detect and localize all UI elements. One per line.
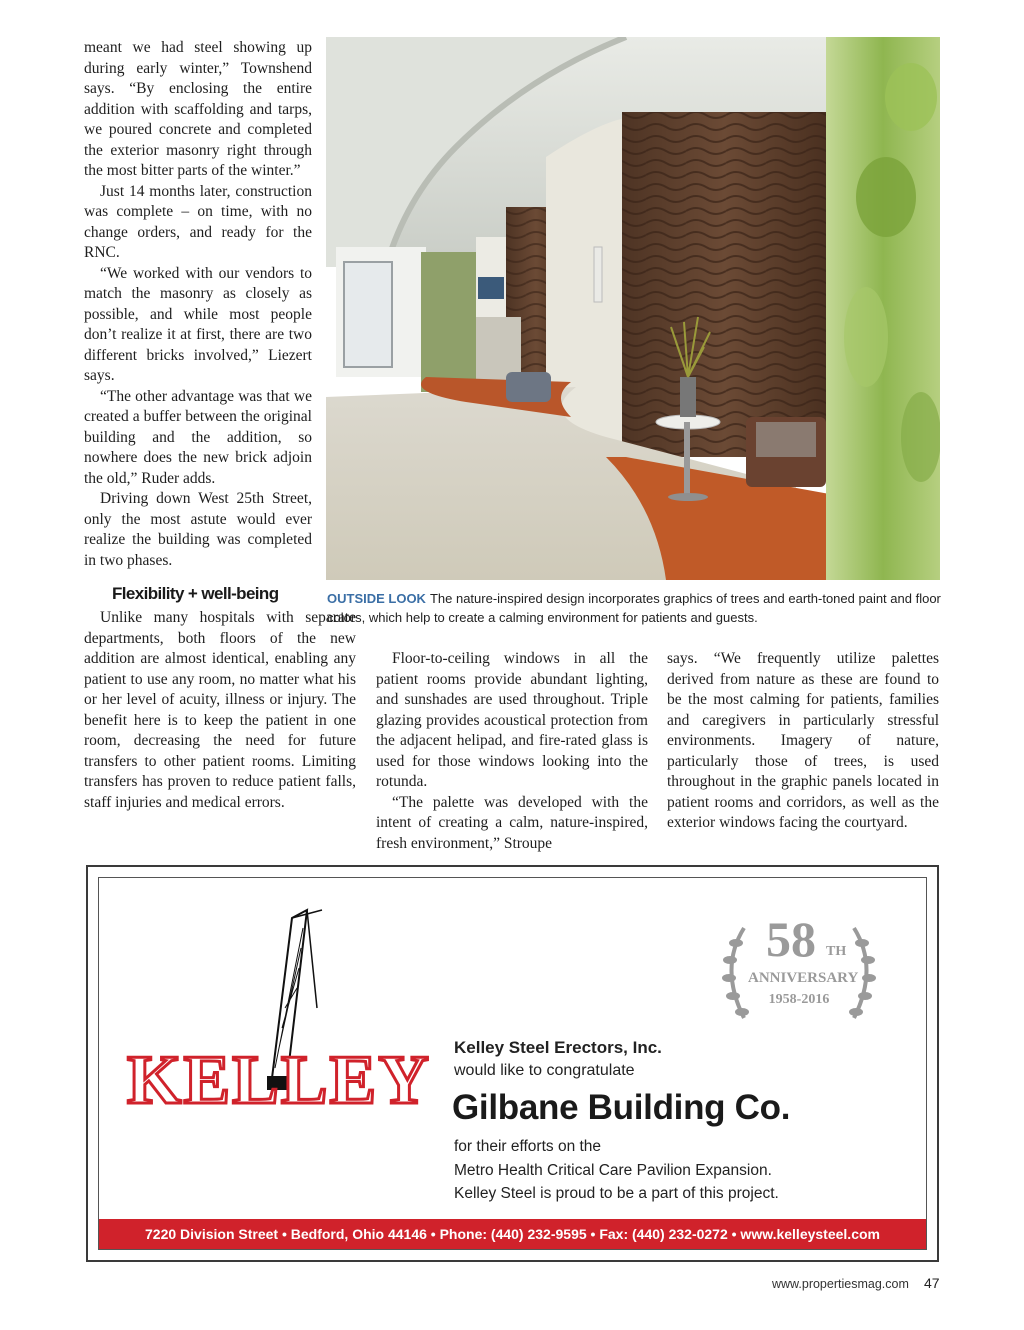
body-paragraph: “We worked with our vendors to match the masonry as closely as possible, and while most people don’t realize it at first, there are two different bricks involved,” Liezert says. xyxy=(84,264,312,384)
page-number: 47 xyxy=(924,1275,940,1291)
article-column-right xyxy=(667,649,939,834)
anniversary-number: 58 xyxy=(766,911,816,967)
anniversary-emblem xyxy=(714,908,884,1038)
hallway-photo xyxy=(326,37,940,580)
body-paragraph: says. “We frequently utilize palettes derived from nature as these are found to be the most calming for patients, families and caregivers in particularly stressful environments. Imagery of nature, particularly those of trees, is used throughout in the graphic panels located in patient rooms and corridors, as well as the exterior windows facing the courtyard. xyxy=(667,650,939,831)
kelley-steel-ad xyxy=(86,865,939,1262)
ad-line-1: for their efforts on the xyxy=(454,1138,602,1155)
caption-lead: OUTSIDE LOOK xyxy=(327,591,426,606)
ad-company-name: Kelley Steel Erectors, Inc. xyxy=(454,1038,662,1057)
caption-text: The nature-inspired design incorporates graphics of trees and earth-toned paint and floor colors, which help to create a calming environment for patients and guests. xyxy=(327,591,941,625)
article-column-left-bottom xyxy=(84,584,356,813)
body-paragraph: Unlike many hospitals with separate departments, both floors of the new addition are almost identical, enabling any patient to use any room, no matter what his or her level of acuity, illness or injury. The benefit here is to keep the patient in one room, decreasing the need for future transfers to other patient rooms. Limiting transfers has proven to reduce patient falls, staff injuries and medical errors. xyxy=(84,609,356,811)
ad-frame xyxy=(98,877,927,1250)
body-paragraph: Just 14 months later, construction was complete – on time, with no change orders, and ready for the RNC. xyxy=(84,182,312,261)
logo-text: KELLEY xyxy=(127,1042,431,1119)
body-paragraph: Floor-to-ceiling windows in all the patient rooms provide abundant lighting, and sunshades are used throughout. Triple glazing provides acoustical protection from the adjacent helipad, and fire-rated glass is used for those windows looking into the rotunda. xyxy=(376,650,648,790)
body-paragraph: Driving down West 25th Street, only the most astute would ever realize the building was completed in two phases. xyxy=(84,490,312,569)
anniversary-label: ANNIVERSARY xyxy=(748,970,859,986)
ad-line-2: Metro Health Critical Care Pavilion Expansion. xyxy=(454,1162,772,1179)
ad-contact-bar: 7220 Division Street • Bedford, Ohio 44146 • Phone: (440) 232-9595 • Fax: (440) 232-0272 • www.kelleysteel.com xyxy=(99,1219,926,1249)
article-column-middle xyxy=(376,649,648,854)
ad-recipient: Gilbane Building Co. xyxy=(452,1088,791,1127)
anniversary-years: 1958-2016 xyxy=(768,992,830,1007)
ad-line-3: Kelley Steel is proud to be a part of this project. xyxy=(454,1185,779,1202)
body-paragraph: “The palette was developed with the intent of creating a calm, nature-inspired, fresh environment,” Stroupe xyxy=(376,793,648,852)
body-paragraph: meant we had steel showing up during early winter,” Townshend says. “By enclosing the entire addition with scaffolding and tarps, we poured concrete and completed the exterior masonry right through the most bitter parts of the winter.” xyxy=(84,39,312,179)
section-subhead: Flexibility + well-being xyxy=(112,584,279,603)
kelley-logo xyxy=(117,898,437,1148)
article-column-left-top xyxy=(84,38,312,571)
photo-caption xyxy=(327,589,941,627)
body-paragraph: “The other advantage was that we created a buffer between the original building and the addition, so nowhere does the new brick adjoin the old,” Ruder adds. xyxy=(84,387,312,487)
ad-congrats-text: would like to congratulate xyxy=(454,1062,635,1079)
anniversary-suffix: TH xyxy=(826,944,847,959)
footer-url: www.propertiesmag.com xyxy=(772,1277,909,1291)
